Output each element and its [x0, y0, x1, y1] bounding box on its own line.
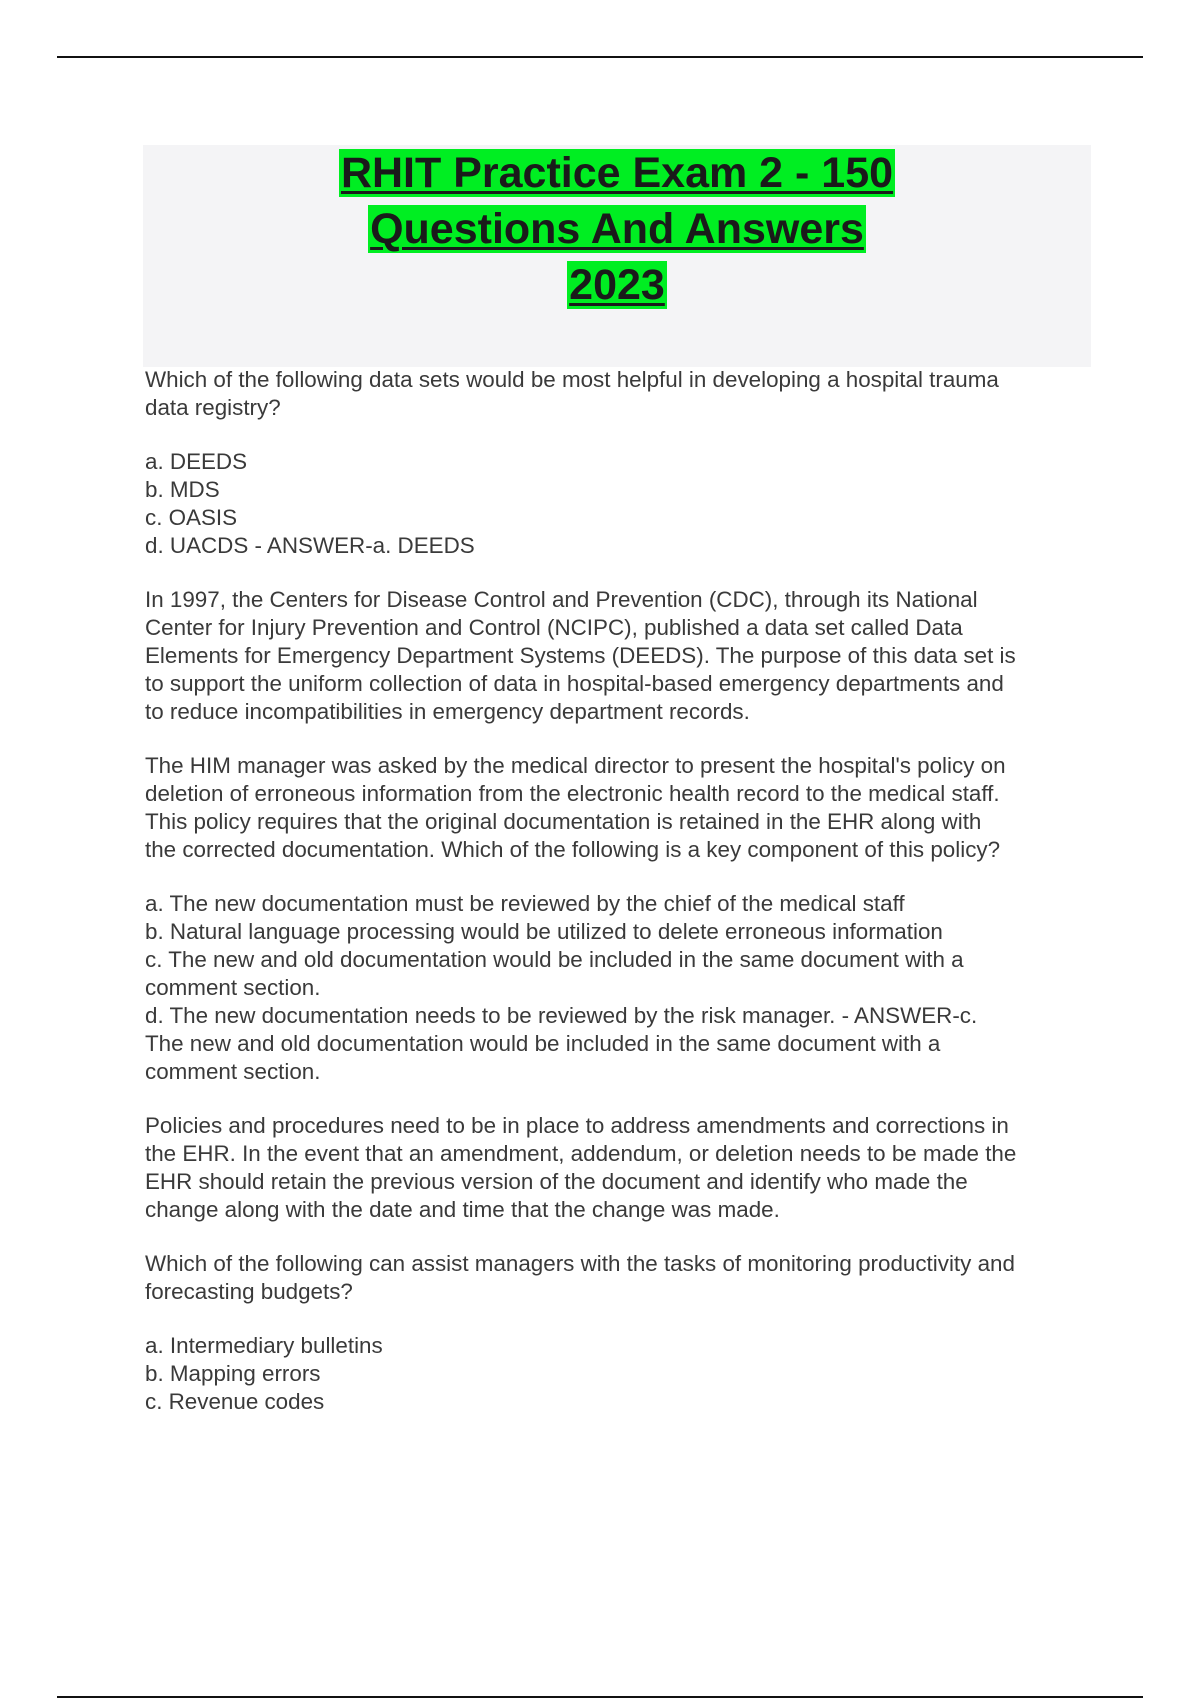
title-line-2: Questions And Answers — [370, 205, 864, 253]
question-line: Which of the following can assist managers with the tasks of monitoring productivity and — [145, 1251, 1015, 1276]
explanation-line: to support the uniform collection of data in hospital-based emergency departments and — [145, 671, 1004, 696]
option-item: a. The new documentation must be reviewed by the chief of the medical staff — [145, 891, 905, 916]
explanation-line: In 1997, the Centers for Disease Control and Prevention (CDC), through its National — [145, 587, 978, 612]
question-line: This policy requires that the original documentation is retained in the EHR along with — [145, 809, 982, 834]
question-line: The HIM manager was asked by the medical director to present the hospital's policy on — [145, 753, 1006, 778]
explanation-line: EHR should retain the previous version of the document and identify who made the — [145, 1169, 968, 1194]
option-item-answer: d. UACDS - ANSWER-a. DEEDS — [145, 533, 475, 558]
option-item: c. The new and old documentation would be included in the same document with a — [145, 947, 964, 972]
question-1-explanation — [145, 586, 1095, 726]
question-line: the corrected documentation. Which of the following is a key component of this policy? — [145, 837, 1001, 862]
option-item: c. Revenue codes — [145, 1389, 325, 1414]
option-item: a. DEEDS — [145, 449, 248, 474]
title-block — [143, 145, 1091, 367]
option-item: b. Mapping errors — [145, 1361, 321, 1386]
document-body — [145, 366, 1095, 1442]
explanation-line: Policies and procedures need to be in place to address amendments and corrections in — [145, 1113, 1009, 1138]
explanation-line: the EHR. In the event that an amendment, addendum, or deletion needs to be made the — [145, 1141, 1017, 1166]
question-3-options — [145, 1332, 1095, 1416]
option-item: b. Natural language processing would be utilized to delete erroneous information — [145, 919, 943, 944]
explanation-line: to reduce incompatibilities in emergency department records. — [145, 699, 750, 724]
explanation-line: Center for Injury Prevention and Control (NCIPC), published a data set called Data — [145, 615, 963, 640]
question-1-options — [145, 448, 1095, 560]
option-item: d. The new documentation needs to be reviewed by the risk manager. - ANSWER-c. — [145, 1003, 978, 1028]
question-line: forecasting budgets? — [145, 1279, 353, 1304]
question-2-explanation — [145, 1112, 1095, 1224]
question-line: data registry? — [145, 395, 281, 420]
top-rule — [57, 56, 1143, 58]
title-line-3: 2023 — [569, 261, 665, 309]
option-item-answer: The new and old documentation would be included in the same document with a — [145, 1031, 941, 1056]
question-line: Which of the following data sets would be most helpful in developing a hospital trauma — [145, 367, 999, 392]
option-item-answer: comment section. — [145, 1059, 321, 1084]
question-2-options — [145, 890, 1095, 1086]
title-line-1: RHIT Practice Exam 2 - 150 — [340, 149, 894, 197]
option-item: c. OASIS — [145, 505, 238, 530]
question-2 — [145, 752, 1095, 864]
bottom-rule — [57, 1696, 1143, 1698]
question-line: deletion of erroneous information from the electronic health record to the medical staff. — [145, 781, 1000, 806]
option-item: b. MDS — [145, 477, 220, 502]
question-3 — [145, 1250, 1095, 1306]
option-item: comment section. — [145, 975, 321, 1000]
option-item: a. Intermediary bulletins — [145, 1333, 383, 1358]
explanation-line: Elements for Emergency Department Systems (DEEDS). The purpose of this data set is — [145, 643, 1016, 668]
question-1 — [145, 366, 1095, 422]
explanation-line: change along with the date and time that the change was made. — [145, 1197, 780, 1222]
